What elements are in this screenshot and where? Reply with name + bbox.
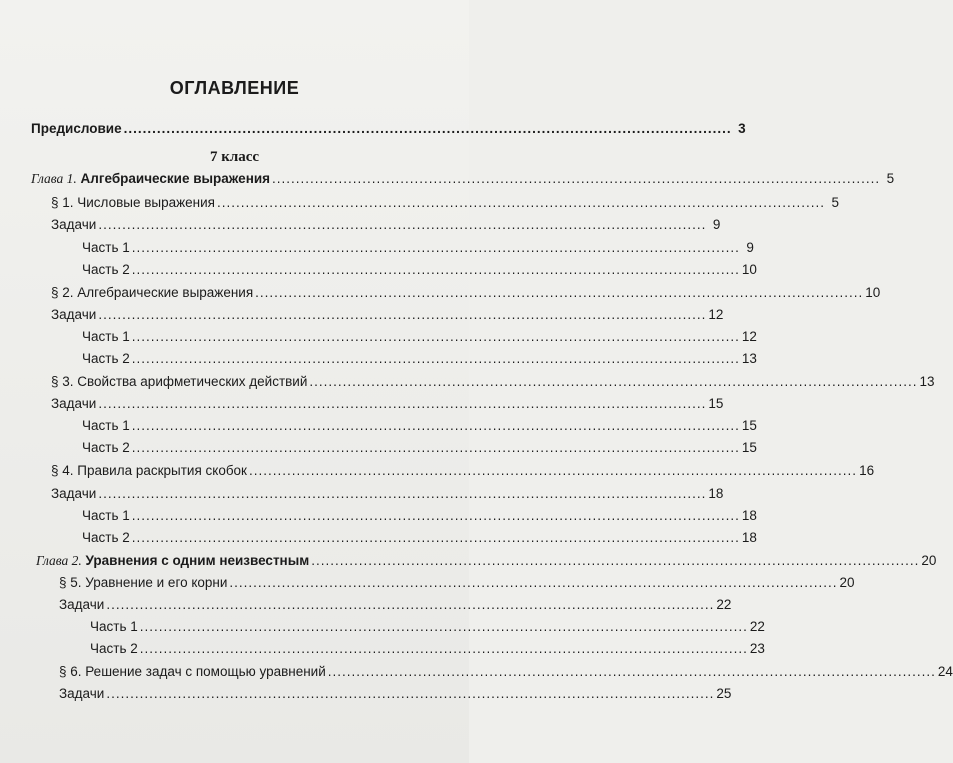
toc-entry-label: Часть 1 bbox=[90, 619, 138, 634]
chapter-name: Алгебраические выражения bbox=[80, 171, 271, 186]
toc-entry-label: Часть 1 bbox=[82, 240, 130, 255]
dot-leader: ................................................................................................................................ bbox=[248, 463, 858, 478]
toc-entry-label: Задачи bbox=[51, 307, 97, 322]
toc-entry-page: 10 bbox=[741, 262, 757, 277]
toc-section-5[interactable] bbox=[59, 573, 855, 593]
toc-entry-page: 15 bbox=[708, 396, 724, 411]
toc-entry-label: Задачи bbox=[59, 597, 105, 612]
toc-entry-page: 10 bbox=[865, 285, 881, 300]
toc-entry-page: 25 bbox=[716, 686, 732, 701]
toc-entry-page: 22 bbox=[749, 619, 765, 634]
toc-entry-page: 13 bbox=[741, 351, 757, 366]
dot-leader: ................................................................................................................................ bbox=[131, 329, 740, 344]
dot-leader: ................................................................................................................................ bbox=[131, 240, 740, 255]
chapter-prefix: Глава 2. bbox=[36, 553, 82, 568]
toc-entry-page: 15 bbox=[741, 418, 757, 433]
toc-section-4[interactable] bbox=[51, 461, 875, 481]
toc-entry-page: 13 bbox=[919, 374, 935, 389]
toc-part[interactable] bbox=[82, 416, 757, 436]
toc-entry-page: 22 bbox=[716, 597, 732, 612]
dot-leader: ................................................................................................................................ bbox=[98, 486, 707, 501]
toc-section-2[interactable] bbox=[51, 283, 881, 303]
toc-entry-label: Часть 2 bbox=[82, 262, 130, 277]
toc-tasks[interactable] bbox=[51, 484, 724, 504]
dot-leader: ................................................................................................................................ bbox=[139, 641, 748, 656]
toc-entry-label: Предисловие bbox=[31, 121, 122, 136]
dot-leader: ................................................................................................................................ bbox=[131, 440, 740, 455]
toc-entry-label bbox=[31, 169, 270, 189]
toc-entry-label: Задачи bbox=[59, 686, 105, 701]
dot-leader: ................................................................................................................................ bbox=[131, 262, 740, 277]
toc-entry-page: 18 bbox=[741, 530, 757, 545]
toc-part[interactable] bbox=[82, 349, 757, 369]
toc-entry-label: § 4. Правила раскрытия скобок bbox=[51, 463, 247, 478]
toc-entry-page: 9 bbox=[746, 240, 754, 255]
dot-leader: ................................................................................................................................ bbox=[123, 121, 732, 136]
toc-entry-label: § 5. Уравнение и его корни bbox=[59, 575, 228, 590]
toc-entry-label: Задачи bbox=[51, 486, 97, 501]
toc-entry-label: Часть 1 bbox=[82, 418, 130, 433]
toc-chapter-1[interactable] bbox=[31, 169, 895, 189]
toc-entry-label: § 3. Свойства арифметических действий bbox=[51, 374, 308, 389]
toc-entry-label: Часть 1 bbox=[82, 329, 130, 344]
dot-leader: ................................................................................................................................ bbox=[327, 664, 936, 679]
dot-leader: ................................................................................................................................ bbox=[255, 285, 864, 300]
toc-entry-preface[interactable] bbox=[31, 119, 746, 139]
dot-leader: ................................................................................................................................ bbox=[98, 217, 707, 232]
dot-leader: ................................................................................................................................ bbox=[139, 619, 748, 634]
dot-leader: ................................................................................................................................ bbox=[106, 686, 715, 701]
toc-entry-page: 12 bbox=[741, 329, 757, 344]
page-title: ОГЛАВЛЕНИЕ bbox=[169, 78, 300, 98]
toc-tasks[interactable] bbox=[51, 394, 724, 414]
toc-entry-page: 20 bbox=[839, 575, 855, 590]
toc-entry-page: 9 bbox=[712, 217, 721, 232]
toc-entry-page: 18 bbox=[741, 508, 757, 523]
toc-entry-page: 12 bbox=[708, 307, 724, 322]
chapter-prefix: Глава 1. bbox=[31, 171, 77, 186]
toc-entry-label: Часть 1 bbox=[82, 508, 130, 523]
toc-entry-page: 15 bbox=[741, 440, 757, 455]
toc-entry-label: § 6. Решение задач с помощью уравнений bbox=[59, 664, 326, 679]
dot-leader: ................................................................................................................................ bbox=[98, 307, 707, 322]
toc-entry-label: Задачи bbox=[51, 396, 97, 411]
toc-entry-label: Часть 2 bbox=[90, 641, 138, 656]
toc-part[interactable] bbox=[82, 528, 757, 548]
toc-entry-page: 5 bbox=[886, 171, 895, 186]
toc-entry-page: 23 bbox=[749, 641, 765, 656]
toc-part[interactable] bbox=[82, 438, 757, 458]
toc-entry-page: 5 bbox=[831, 195, 840, 210]
toc-tasks[interactable] bbox=[59, 595, 732, 615]
toc-part[interactable] bbox=[82, 327, 757, 347]
toc-part[interactable] bbox=[82, 260, 757, 280]
dot-leader: ................................................................................................................................ bbox=[131, 418, 740, 433]
toc-chapter-2[interactable] bbox=[36, 551, 937, 571]
dot-leader: ................................................................................................................................ bbox=[131, 530, 740, 545]
grade-heading: 7 класс bbox=[209, 149, 260, 165]
toc-entry-page: 24 bbox=[937, 664, 953, 679]
dot-leader: ................................................................................................................................ bbox=[311, 553, 920, 568]
toc-entry-label bbox=[36, 551, 309, 571]
toc-part[interactable] bbox=[82, 506, 757, 526]
toc-entry-label: § 2. Алгебраические выражения bbox=[51, 285, 254, 300]
dot-leader: ................................................................................................................................ bbox=[106, 597, 715, 612]
chapter-name: Уравнения с одним неизвестным bbox=[85, 553, 310, 568]
toc-part[interactable] bbox=[90, 639, 765, 659]
toc-section-1[interactable] bbox=[51, 193, 840, 213]
toc-entry-label: Часть 2 bbox=[82, 530, 130, 545]
toc-entry-page: 16 bbox=[859, 463, 875, 478]
dot-leader: ................................................................................................................................ bbox=[131, 351, 740, 366]
toc-entry-page: 20 bbox=[921, 553, 937, 568]
toc-tasks[interactable] bbox=[51, 305, 724, 325]
dot-leader: ................................................................................................................................ bbox=[131, 508, 740, 523]
toc-part[interactable] bbox=[90, 617, 765, 637]
dot-leader: ................................................................................................................................ bbox=[272, 171, 881, 186]
toc-part[interactable] bbox=[82, 238, 754, 258]
toc-entry-label: Часть 2 bbox=[82, 440, 130, 455]
toc-tasks[interactable] bbox=[59, 684, 732, 704]
toc-entry-label: § 1. Числовые выражения bbox=[51, 195, 215, 210]
dot-leader: ................................................................................................................................ bbox=[98, 396, 707, 411]
toc-section-3[interactable] bbox=[51, 372, 935, 392]
toc-section-6[interactable] bbox=[59, 662, 953, 682]
toc-entry-label: Часть 2 bbox=[82, 351, 130, 366]
toc-entry-label: Задачи bbox=[51, 217, 97, 232]
dot-leader: ................................................................................................................................ bbox=[229, 575, 838, 590]
dot-leader: ................................................................................................................................ bbox=[309, 374, 918, 389]
toc-entry-page: 3 bbox=[738, 121, 746, 136]
dot-leader: ................................................................................................................................ bbox=[216, 195, 826, 210]
toc-tasks[interactable] bbox=[51, 215, 721, 235]
toc-entry-page: 18 bbox=[708, 486, 724, 501]
